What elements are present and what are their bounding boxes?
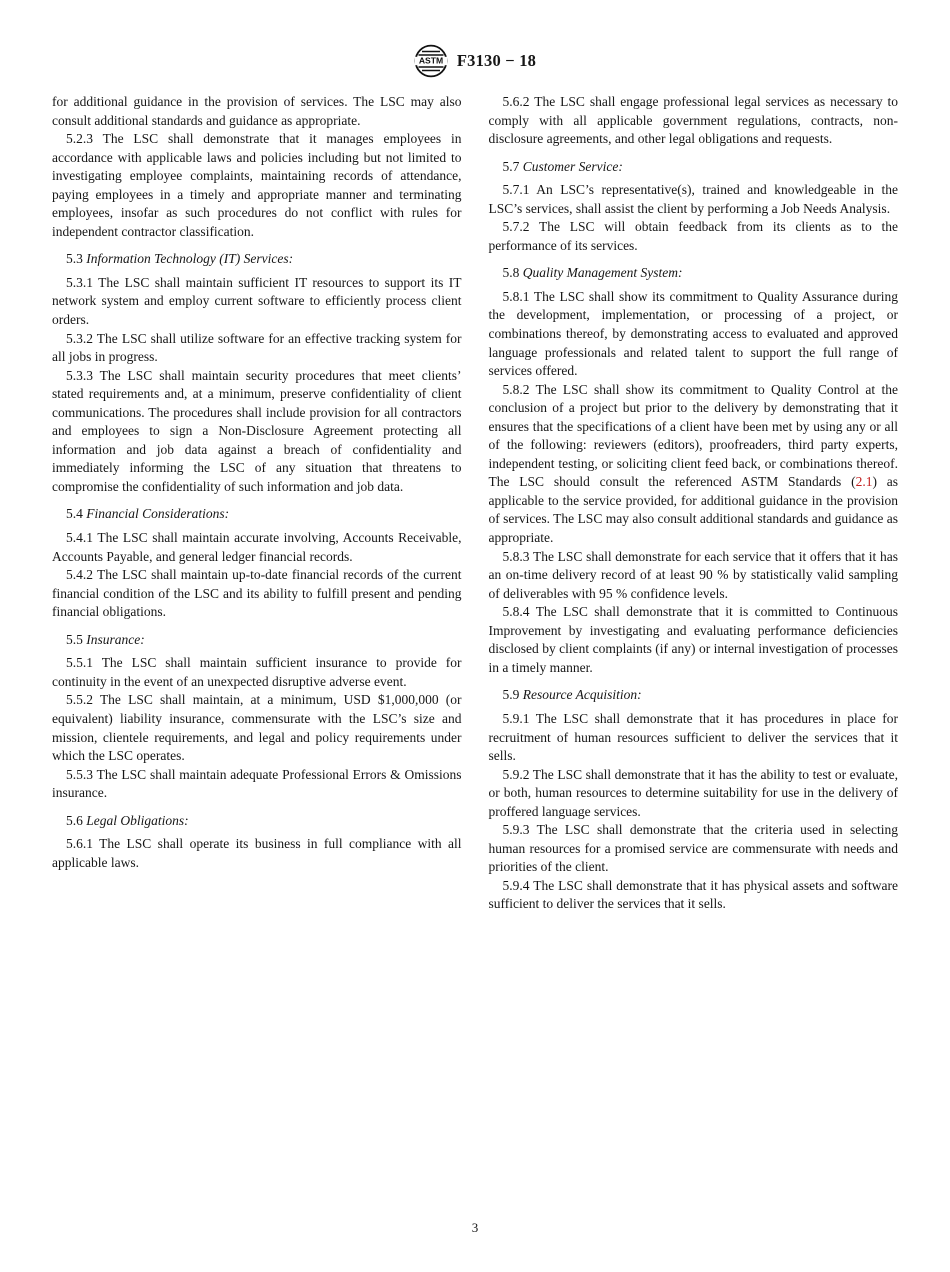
clause-number: 5.2.3 <box>66 131 103 147</box>
section-number: 5.5 <box>66 631 87 647</box>
section-heading <box>52 250 462 269</box>
section-title: Legal Obligations: <box>86 812 189 828</box>
clause-paragraph: 5.8.3 The LSC shall demonstrate for each service that it offers that it has an on-time delivery record of at least 90 % by statistically valid sampling of deliverables with 95 % confidence levels. <box>488 548 899 601</box>
continuation-paragraph: for additional guidance in the provision of services. The LSC may also consult additional standards and guidance as appropriate. <box>52 94 462 128</box>
clause-number: 5.8.1 <box>502 288 534 304</box>
clause-number: 5.5.3 <box>66 766 97 782</box>
section-number: 5.9 <box>502 687 523 703</box>
section-number: 5.8 <box>502 265 523 281</box>
left-column <box>52 93 462 914</box>
section-heading <box>52 631 462 650</box>
right-column <box>489 93 899 914</box>
section-reference-link[interactable]: 2.1 <box>855 474 873 490</box>
clause-paragraph: 5.9.2 The LSC shall demonstrate that it has the ability to test or evaluate, or both, human resources to determine suitability for use in the delivery of proffered language services. <box>488 766 898 819</box>
clause-number: 5.6.1 <box>66 836 100 852</box>
document-code: F3130 − 18 <box>456 51 537 70</box>
clause-number: 5.4.2 <box>66 567 97 583</box>
section-title: Financial Considerations: <box>86 506 230 522</box>
clause-number: 5.5.2 <box>66 692 100 708</box>
section-title: Quality Management System: <box>522 265 683 281</box>
clause-number: 5.7.2 <box>502 219 539 235</box>
clause-number: 5.5.1 <box>66 655 102 671</box>
clause-paragraph: 5.9.3 The LSC shall demonstrate that the criteria used in selecting human resources for a promised service are commensurate with needs and priorities of the client. <box>488 822 898 875</box>
clause-number: 5.9.2 <box>502 766 533 782</box>
clause-paragraph: 5.4.2 The LSC shall maintain up-to-date financial records of the current financial condition of the LSC and its ability to fulfill present and pending financial obligations. <box>52 567 462 620</box>
section-title: Customer Service: <box>522 158 623 174</box>
clause-paragraph: 5.4.1 The LSC shall maintain accurate involving, Accounts Receivable, Accounts Payable, and general ledger financial records. <box>52 530 462 564</box>
clause-number: 5.9.3 <box>502 822 537 838</box>
clause-paragraph: 5.3.2 The LSC shall utilize software for an effective tracking system for all jobs in progress. <box>52 330 462 365</box>
clause-paragraph: 5.3.1 The LSC shall maintain sufficient IT resources to support its IT network system and employ current software to efficiently process client orders. <box>52 274 462 328</box>
clause-paragraph: 5.8.1 The LSC shall show its commitment to Quality Assurance during the development, implementation, or processing of a project, or combinations thereof, by demonstrating access to evaluated and approved language professionals and related talent to support the full range of services offered. <box>488 288 898 379</box>
clause-paragraph: 5.7.1 An LSC’s representative(s), trained and knowledgeable in the LSC’s services, shall assist the client by performing a Job Needs Analysis. <box>488 182 898 216</box>
astm-logo-icon <box>414 44 448 78</box>
section-title: Information Technology (IT) Services: <box>86 251 294 267</box>
clause-paragraph: 5.6.1 The LSC shall operate its business in full compliance with all applicable laws. <box>52 836 462 870</box>
clause-paragraph: 5.9.4 The LSC shall demonstrate that it has physical assets and software sufficient to deliver the services that it sells. <box>488 877 898 912</box>
clause-paragraph: 5.5.1 The LSC shall maintain sufficient insurance to provide for continuity in the event of an unexpected disruptive adverse event. <box>52 655 462 689</box>
clause-number: 5.3.2 <box>66 330 97 346</box>
clause-number: 5.4.1 <box>66 530 98 546</box>
clause-paragraph: 5.6.2 The LSC shall engage professional legal services as necessary to comply with all applicable government regulations, contracts, non-disclosure agreements, and other legal obligations and requests. <box>488 94 898 147</box>
section-number: 5.7 <box>502 158 523 174</box>
clause-number: 5.7.1 <box>502 182 537 198</box>
section-heading <box>489 158 899 177</box>
section-number: 5.6 <box>66 812 87 828</box>
clause-paragraph: 5.3.3 The LSC shall maintain security procedures that meet clients’ stated requirements and, at a minimum, preserve confidentiality of client communications. The procedures shall include provision for all contractors and employees to sign a Non-Disclosure Agreement protecting all information and job data against a breach of confidentiality and immediately informing the LSC of any situation that threatens to compromise the confidentiality of such information and job data. <box>52 367 462 494</box>
svg-text:ASTM: ASTM <box>418 55 444 66</box>
clause-paragraph: 5.9.1 The LSC shall demonstrate that it has procedures in place for recruitment of human resources sufficient to deliver the services that it sells. <box>488 710 898 764</box>
section-number: 5.4 <box>66 506 87 522</box>
clause-number: 5.8.3 <box>502 548 533 564</box>
clause-paragraph: 5.5.2 The LSC shall maintain, at a minimum, USD $1,000,000 (or equivalent) liability insurance, commensurate with the LSC’s size and mission, clientele requirements, and legal and policy requirements under which the LSC operates. <box>52 692 462 764</box>
clause-paragraph: 5.8.2 The LSC shall show its commitment to Quality Control at the conclusion of a project but prior to the delivery by demonstrating that it ensures that the specifications of a client have been met by using any or all of the following: reviewers (editors), proofreaders, third party experts, independent testing, or soliciting client feed back, or combinations thereof. The LSC should consult the referenced ASTM Standards (2.1) as applicable to the service provided, for additional guidance in the provision of services. The LSC may also consult additional standards and guidance as appropriate. <box>488 381 898 546</box>
clause-number: 5.8.2 <box>502 381 536 397</box>
section-heading <box>52 812 462 831</box>
clause-number: 5.8.4 <box>502 604 536 620</box>
clause-paragraph: 5.5.3 The LSC shall maintain adequate Professional Errors & Omissions insurance. <box>52 766 462 801</box>
clause-number: 5.9.4 <box>502 877 534 893</box>
two-column-body <box>52 93 898 914</box>
page-header <box>0 44 950 78</box>
clause-paragraph: 5.8.4 The LSC shall demonstrate that it is committed to Continuous Improvement by investigating and evaluating performance deficiencies disclosed by client complaints (if any) or internal investigation of processes in a timely manner. <box>488 604 898 675</box>
section-number: 5.3 <box>66 251 87 267</box>
section-heading <box>52 505 462 524</box>
page-number: 3 <box>471 1220 479 1235</box>
section-heading <box>489 686 899 705</box>
clause-number: 5.6.2 <box>502 94 535 109</box>
page-footer <box>0 1220 950 1236</box>
section-title: Insurance: <box>86 631 145 647</box>
section-title: Resource Acquisition: <box>522 687 642 703</box>
section-heading <box>489 264 899 283</box>
clause-paragraph: 5.7.2 The LSC will obtain feedback from its clients as to the performance of its services. <box>488 219 898 253</box>
clause-paragraph: 5.2.3 The LSC shall demonstrate that it manages employees in accordance with applicable laws and policies including but not limited to investigating employee complaints, maintaining records of attendance, paying employees in a timely and appropriate manner and terminating employees, insofar as such procedures do not conflict with rules for independent contractor classification. <box>52 131 462 239</box>
clause-number: 5.3.3 <box>66 367 100 383</box>
clause-number: 5.3.1 <box>66 274 99 290</box>
clause-number: 5.9.1 <box>502 710 536 726</box>
